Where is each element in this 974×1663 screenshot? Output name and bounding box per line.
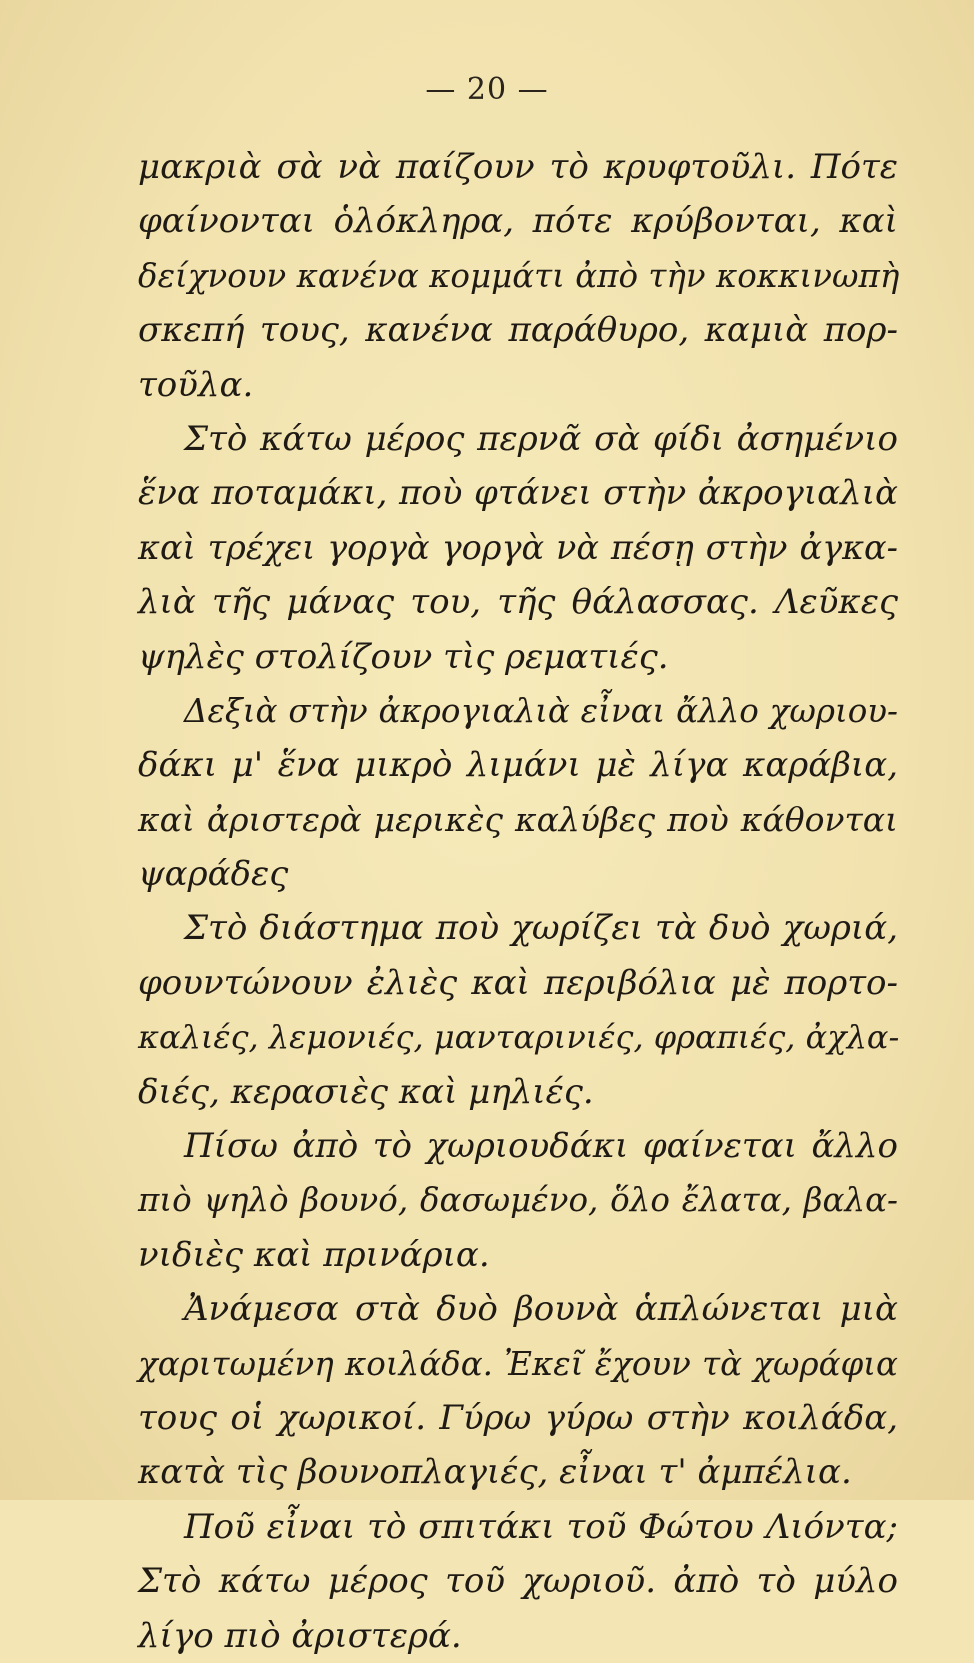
text-line: διές, κερασιὲς καὶ μηλιές.	[138, 1071, 594, 1112]
text-line: λιὰ τῆς μάνας του, τῆς θάλασσας. Λεῦκες	[138, 582, 898, 623]
text-line: ψηλὲς στολίζουν τὶς ρεματιές.	[138, 636, 669, 677]
text-line: καλιές, λεμονιές, μανταρινιές, φραπιές, ἀχλα-	[138, 1018, 900, 1057]
text-line: Πίσω ἀπὸ τὸ χωριουδάκι φαίνεται ἄλλο	[184, 1126, 898, 1167]
text-line: ψαράδες	[138, 854, 289, 895]
text-line: σκεπή τους, κανένα παράθυρο, καμιὰ πορ-	[138, 310, 898, 351]
text-line: Ἀνάμεσα στὰ δυὸ βουνὰ ἁπλώνεται μιὰ	[184, 1289, 898, 1330]
text-line: δείχνουν κανένα κομμάτι ἀπὸ τὴν κοκκινωπὴ	[138, 256, 900, 295]
text-line: χαριτωμένη κοιλάδα. Ἐκεῖ ἔχουν τὰ χωράφια	[138, 1344, 898, 1383]
text-line: κατὰ τὶς βουνοπλαγιές, εἶναι τ' ἀμπέλια.	[138, 1452, 852, 1493]
text-line: δάκι μ' ἕνα μικρὸ λιμάνι μὲ λίγα καράβια,	[138, 745, 898, 786]
text-line: πιὸ ψηλὸ βουνό, δασωμένο, ὅλο ἔλατα, βαλα-	[138, 1181, 898, 1220]
text-line: ἕνα ποταμάκι, ποὺ φτάνει στὴν ἀκρογιαλιὰ	[138, 473, 898, 514]
text-line: νιδιὲς καὶ πρινάρια.	[138, 1234, 490, 1275]
body-text	[138, 140, 898, 1663]
text-line: τους οἱ χωρικοί. Γύρω γύρω στὴν κοιλάδα,	[138, 1397, 898, 1438]
text-line: Στὸ διάστημα ποὺ χωρίζει τὰ δυὸ χωριά,	[184, 908, 898, 949]
text-line: μακριὰ σὰ νὰ παίζουν τὸ κρυφτοῦλι. Πότε	[138, 147, 898, 187]
text-line: Ποῦ εἶναι τὸ σπιτάκι τοῦ Φώτου Λιόντα;	[184, 1506, 898, 1547]
text-line: φουντώνουν ἐλιὲς καὶ περιβόλια μὲ πορτο-	[138, 962, 898, 1003]
page-number: — 20 —	[425, 72, 549, 107]
text-line: Στὸ κάτω μέρος τοῦ χωριοῦ. ἀπὸ τὸ μύλο	[138, 1561, 898, 1602]
text-line: Στὸ κάτω μέρος περνᾶ σὰ φίδι ἀσημένιο	[184, 418, 898, 459]
text-line: καὶ τρέχει γοργὰ γοργὰ νὰ πέσῃ στὴν ἀγκα-	[138, 527, 898, 567]
text-line: λίγο πιὸ ἀριστερά.	[138, 1615, 462, 1656]
text-line: Δεξιὰ στὴν ἀκρογιαλιὰ εἶναι ἄλλο χωριου-	[184, 691, 898, 730]
text-line: καὶ ἀριστερὰ μερικὲς καλύβες ποὺ κάθονται	[138, 799, 898, 839]
text-line: τοῦλα.	[138, 364, 254, 405]
text-line: φαίνονται ὁλόκληρα, πότε κρύβονται, καὶ	[138, 201, 898, 242]
